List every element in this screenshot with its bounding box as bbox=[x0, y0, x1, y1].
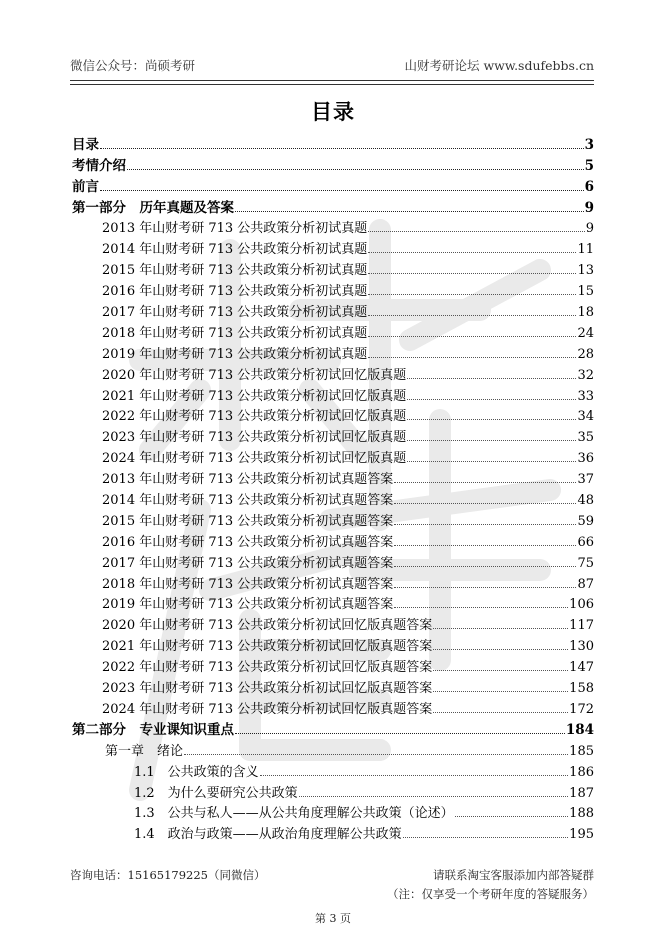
toc-leader-dots bbox=[368, 357, 576, 358]
toc-leader-dots bbox=[184, 754, 568, 755]
toc-entry[interactable] bbox=[72, 466, 594, 487]
toc-entry-page: 24 bbox=[577, 325, 594, 341]
toc-entry-page: 184 bbox=[565, 721, 594, 738]
toc-entry[interactable] bbox=[72, 738, 594, 759]
toc-entry-label: 2013 年山财考研 713 公共政策分析初试真题答案 bbox=[102, 472, 394, 488]
toc-entry-page: 106 bbox=[569, 597, 594, 613]
toc-leader-dots bbox=[368, 252, 576, 253]
footer-service-note: 请联系淘宝客服添加内部答疑群 bbox=[433, 868, 594, 882]
toc-leader-dots bbox=[407, 378, 576, 379]
toc-entry-page: 36 bbox=[577, 451, 594, 467]
toc-leader-dots bbox=[394, 545, 576, 546]
toc-entry[interactable] bbox=[72, 696, 594, 717]
toc-entry-label: 2023 年山财考研 713 公共政策分析初试回忆版真题 bbox=[102, 430, 407, 446]
toc-entry[interactable] bbox=[72, 132, 594, 153]
toc-entry[interactable] bbox=[72, 592, 594, 613]
toc-leader-dots bbox=[299, 796, 568, 797]
toc-leader-dots bbox=[433, 691, 568, 692]
toc-entry-label: 2019 年山财考研 713 公共政策分析初试真题答案 bbox=[102, 597, 394, 613]
toc-entry-label: 1.4 政治与政策——从政治角度理解公共政策 bbox=[134, 827, 402, 843]
toc-entry-page: 130 bbox=[569, 639, 594, 655]
toc-leader-dots bbox=[394, 566, 576, 567]
toc-leader-dots bbox=[368, 273, 576, 274]
toc-leader-dots bbox=[368, 315, 576, 316]
toc-entry-page: 66 bbox=[577, 534, 594, 550]
toc-entry-page: 186 bbox=[569, 764, 594, 780]
toc-leader-dots bbox=[403, 837, 568, 838]
toc-entry-page: 117 bbox=[569, 618, 594, 634]
toc-entry-page: 9 bbox=[584, 199, 594, 216]
toc-entry-label: 2024 年山财考研 713 公共政策分析初试回忆版真题答案 bbox=[102, 701, 433, 717]
toc-entry[interactable] bbox=[72, 236, 594, 257]
toc-entry-label: 2022 年山财考研 713 公共政策分析初试回忆版真题 bbox=[102, 409, 407, 425]
toc-entry[interactable] bbox=[72, 404, 594, 425]
toc-entry-page: 75 bbox=[577, 555, 594, 571]
toc-entry[interactable] bbox=[72, 424, 594, 445]
toc-entry-page: 59 bbox=[577, 513, 594, 529]
toc-entry[interactable] bbox=[72, 633, 594, 654]
toc-entry-label: 2018 年山财考研 713 公共政策分析初试真题答案 bbox=[102, 576, 394, 592]
toc-leader-dots bbox=[394, 607, 568, 608]
toc-leader-dots bbox=[368, 336, 576, 337]
toc-leader-dots bbox=[407, 419, 576, 420]
toc-leader-dots bbox=[407, 461, 576, 462]
toc-leader-dots bbox=[394, 503, 576, 504]
toc-entry-label: 2021 年山财考研 713 公共政策分析初试回忆版真题 bbox=[102, 388, 407, 404]
footer-phone: 咨询电话：15165179225（同微信） bbox=[70, 868, 266, 882]
toc-leader-dots bbox=[100, 190, 584, 191]
toc-leader-dots bbox=[368, 231, 584, 232]
toc-entry-page: 158 bbox=[569, 681, 594, 697]
toc-entry-page: 34 bbox=[577, 409, 594, 425]
toc-leader-dots bbox=[394, 524, 576, 525]
toc-entry-label: 2024 年山财考研 713 公共政策分析初试回忆版真题 bbox=[102, 451, 407, 467]
toc-entry[interactable] bbox=[72, 195, 594, 216]
toc-entry[interactable] bbox=[72, 550, 594, 571]
toc-entry-page: 48 bbox=[577, 493, 594, 509]
toc-entry-page: 11 bbox=[577, 242, 594, 258]
toc-entry[interactable] bbox=[72, 383, 594, 404]
toc-entry-label: 2022 年山财考研 713 公共政策分析初试回忆版真题答案 bbox=[102, 660, 433, 676]
toc-entry[interactable] bbox=[72, 821, 594, 842]
toc-entry-page: 33 bbox=[577, 388, 594, 404]
toc-entry-label: 第二部分 专业课知识重点 bbox=[72, 721, 234, 738]
toc-entry[interactable] bbox=[72, 759, 594, 780]
toc-entry-label: 2015 年山财考研 713 公共政策分析初试真题 bbox=[102, 263, 368, 279]
toc-entry[interactable] bbox=[72, 153, 594, 174]
toc-entry-label: 目录 bbox=[72, 136, 99, 153]
toc-entry-page: 13 bbox=[577, 263, 594, 279]
toc-leader-dots bbox=[433, 649, 568, 650]
page-number: 第 3 页 bbox=[315, 912, 351, 925]
toc-entry-page: 195 bbox=[569, 827, 594, 843]
toc-entry-page: 147 bbox=[569, 660, 594, 676]
toc-entry[interactable] bbox=[72, 299, 594, 320]
toc-entry-label: 2017 年山财考研 713 公共政策分析初试真题答案 bbox=[102, 555, 394, 571]
toc-leader-dots bbox=[127, 169, 584, 170]
toc-entry-page: 187 bbox=[569, 785, 594, 801]
toc-leader-dots bbox=[394, 482, 576, 483]
table-of-contents bbox=[72, 132, 594, 842]
toc-entry[interactable] bbox=[72, 174, 594, 195]
toc-entry[interactable] bbox=[72, 278, 594, 299]
footer-service-disclaimer: （注：仅享受一个考研年度的答疑服务） bbox=[387, 887, 594, 901]
toc-entry[interactable] bbox=[72, 320, 594, 341]
toc-leader-dots bbox=[433, 712, 568, 713]
toc-entry-label: 前言 bbox=[72, 178, 99, 195]
toc-entry[interactable] bbox=[72, 780, 594, 801]
toc-entry-label: 1.1 公共政策的含义 bbox=[134, 764, 259, 780]
toc-entry-page: 3 bbox=[584, 136, 594, 153]
toc-entry[interactable] bbox=[72, 257, 594, 278]
toc-entry-label: 第一章 绪论 bbox=[105, 743, 184, 759]
toc-entry[interactable] bbox=[72, 801, 594, 822]
toc-entry-page: 188 bbox=[569, 806, 594, 822]
toc-entry[interactable] bbox=[72, 216, 594, 237]
toc-entry-page: 35 bbox=[577, 430, 594, 446]
header-rule bbox=[70, 80, 594, 81]
toc-entry[interactable] bbox=[72, 612, 594, 633]
toc-entry-label: 2020 年山财考研 713 公共政策分析初试回忆版真题答案 bbox=[102, 618, 433, 634]
page-header bbox=[70, 56, 594, 78]
toc-entry-label: 考情介绍 bbox=[72, 157, 126, 174]
toc-entry-page: 5 bbox=[584, 157, 594, 174]
toc-entry[interactable] bbox=[72, 571, 594, 592]
header-wechat-account: 微信公众号：尚硕考研 bbox=[70, 58, 196, 73]
toc-entry-page: 32 bbox=[577, 367, 594, 383]
toc-entry-page: 6 bbox=[584, 178, 594, 195]
header-forum-site: 山财考研论坛 www.sdufebbs.cn bbox=[404, 58, 594, 73]
toc-entry-label: 2018 年山财考研 713 公共政策分析初试真题 bbox=[102, 325, 368, 341]
toc-entry-page: 37 bbox=[577, 472, 594, 488]
toc-entry-page: 28 bbox=[577, 346, 594, 362]
toc-entry[interactable] bbox=[72, 445, 594, 466]
header-rule-thin bbox=[70, 84, 594, 85]
toc-leader-dots bbox=[407, 399, 576, 400]
toc-leader-dots bbox=[433, 670, 568, 671]
page-title: 目录 bbox=[311, 99, 355, 124]
toc-leader-dots bbox=[368, 294, 576, 295]
toc-entry[interactable] bbox=[72, 654, 594, 675]
toc-entry-label: 2016 年山财考研 713 公共政策分析初试真题答案 bbox=[102, 534, 394, 550]
toc-entry-page: 18 bbox=[577, 305, 594, 321]
toc-leader-dots bbox=[235, 211, 584, 212]
toc-entry-label: 2013 年山财考研 713 公共政策分析初试真题 bbox=[102, 221, 368, 237]
toc-entry-label: 2017 年山财考研 713 公共政策分析初试真题 bbox=[102, 305, 368, 321]
toc-entry-label: 2014 年山财考研 713 公共政策分析初试真题答案 bbox=[102, 493, 394, 509]
toc-entry[interactable] bbox=[72, 529, 594, 550]
toc-entry-page: 15 bbox=[577, 284, 594, 300]
toc-entry-label: 第一部分 历年真题及答案 bbox=[72, 199, 234, 216]
toc-entry-label: 2015 年山财考研 713 公共政策分析初试真题答案 bbox=[102, 513, 394, 529]
toc-entry-page: 185 bbox=[569, 743, 594, 759]
toc-entry-page: 87 bbox=[577, 576, 594, 592]
toc-entry[interactable] bbox=[72, 362, 594, 383]
toc-leader-dots bbox=[407, 440, 576, 441]
toc-entry-label: 2021 年山财考研 713 公共政策分析初试回忆版真题答案 bbox=[102, 639, 433, 655]
toc-leader-dots bbox=[260, 775, 568, 776]
toc-entry[interactable] bbox=[72, 675, 594, 696]
toc-entry-label: 1.2 为什么要研究公共政策 bbox=[134, 785, 298, 801]
toc-entry-page: 9 bbox=[585, 221, 594, 237]
toc-entry-label: 2016 年山财考研 713 公共政策分析初试真题 bbox=[102, 284, 368, 300]
toc-leader-dots bbox=[394, 587, 576, 588]
toc-entry-label: 2014 年山财考研 713 公共政策分析初试真题 bbox=[102, 242, 368, 258]
toc-entry-label: 2020 年山财考研 713 公共政策分析初试回忆版真题 bbox=[102, 367, 407, 383]
toc-entry-label: 1.3 公共与私人——从公共角度理解公共政策（论述） bbox=[134, 806, 454, 822]
toc-leader-dots bbox=[455, 816, 568, 817]
toc-entry[interactable] bbox=[72, 341, 594, 362]
toc-leader-dots bbox=[100, 148, 584, 149]
toc-entry[interactable] bbox=[72, 508, 594, 529]
toc-leader-dots bbox=[433, 628, 568, 629]
toc-leader-dots bbox=[235, 733, 565, 734]
toc-entry-label: 2019 年山财考研 713 公共政策分析初试真题 bbox=[102, 346, 368, 362]
toc-entry[interactable] bbox=[72, 487, 594, 508]
toc-entry[interactable] bbox=[72, 717, 594, 738]
toc-entry-page: 172 bbox=[569, 701, 594, 717]
toc-entry-label: 2023 年山财考研 713 公共政策分析初试回忆版真题答案 bbox=[102, 681, 433, 697]
